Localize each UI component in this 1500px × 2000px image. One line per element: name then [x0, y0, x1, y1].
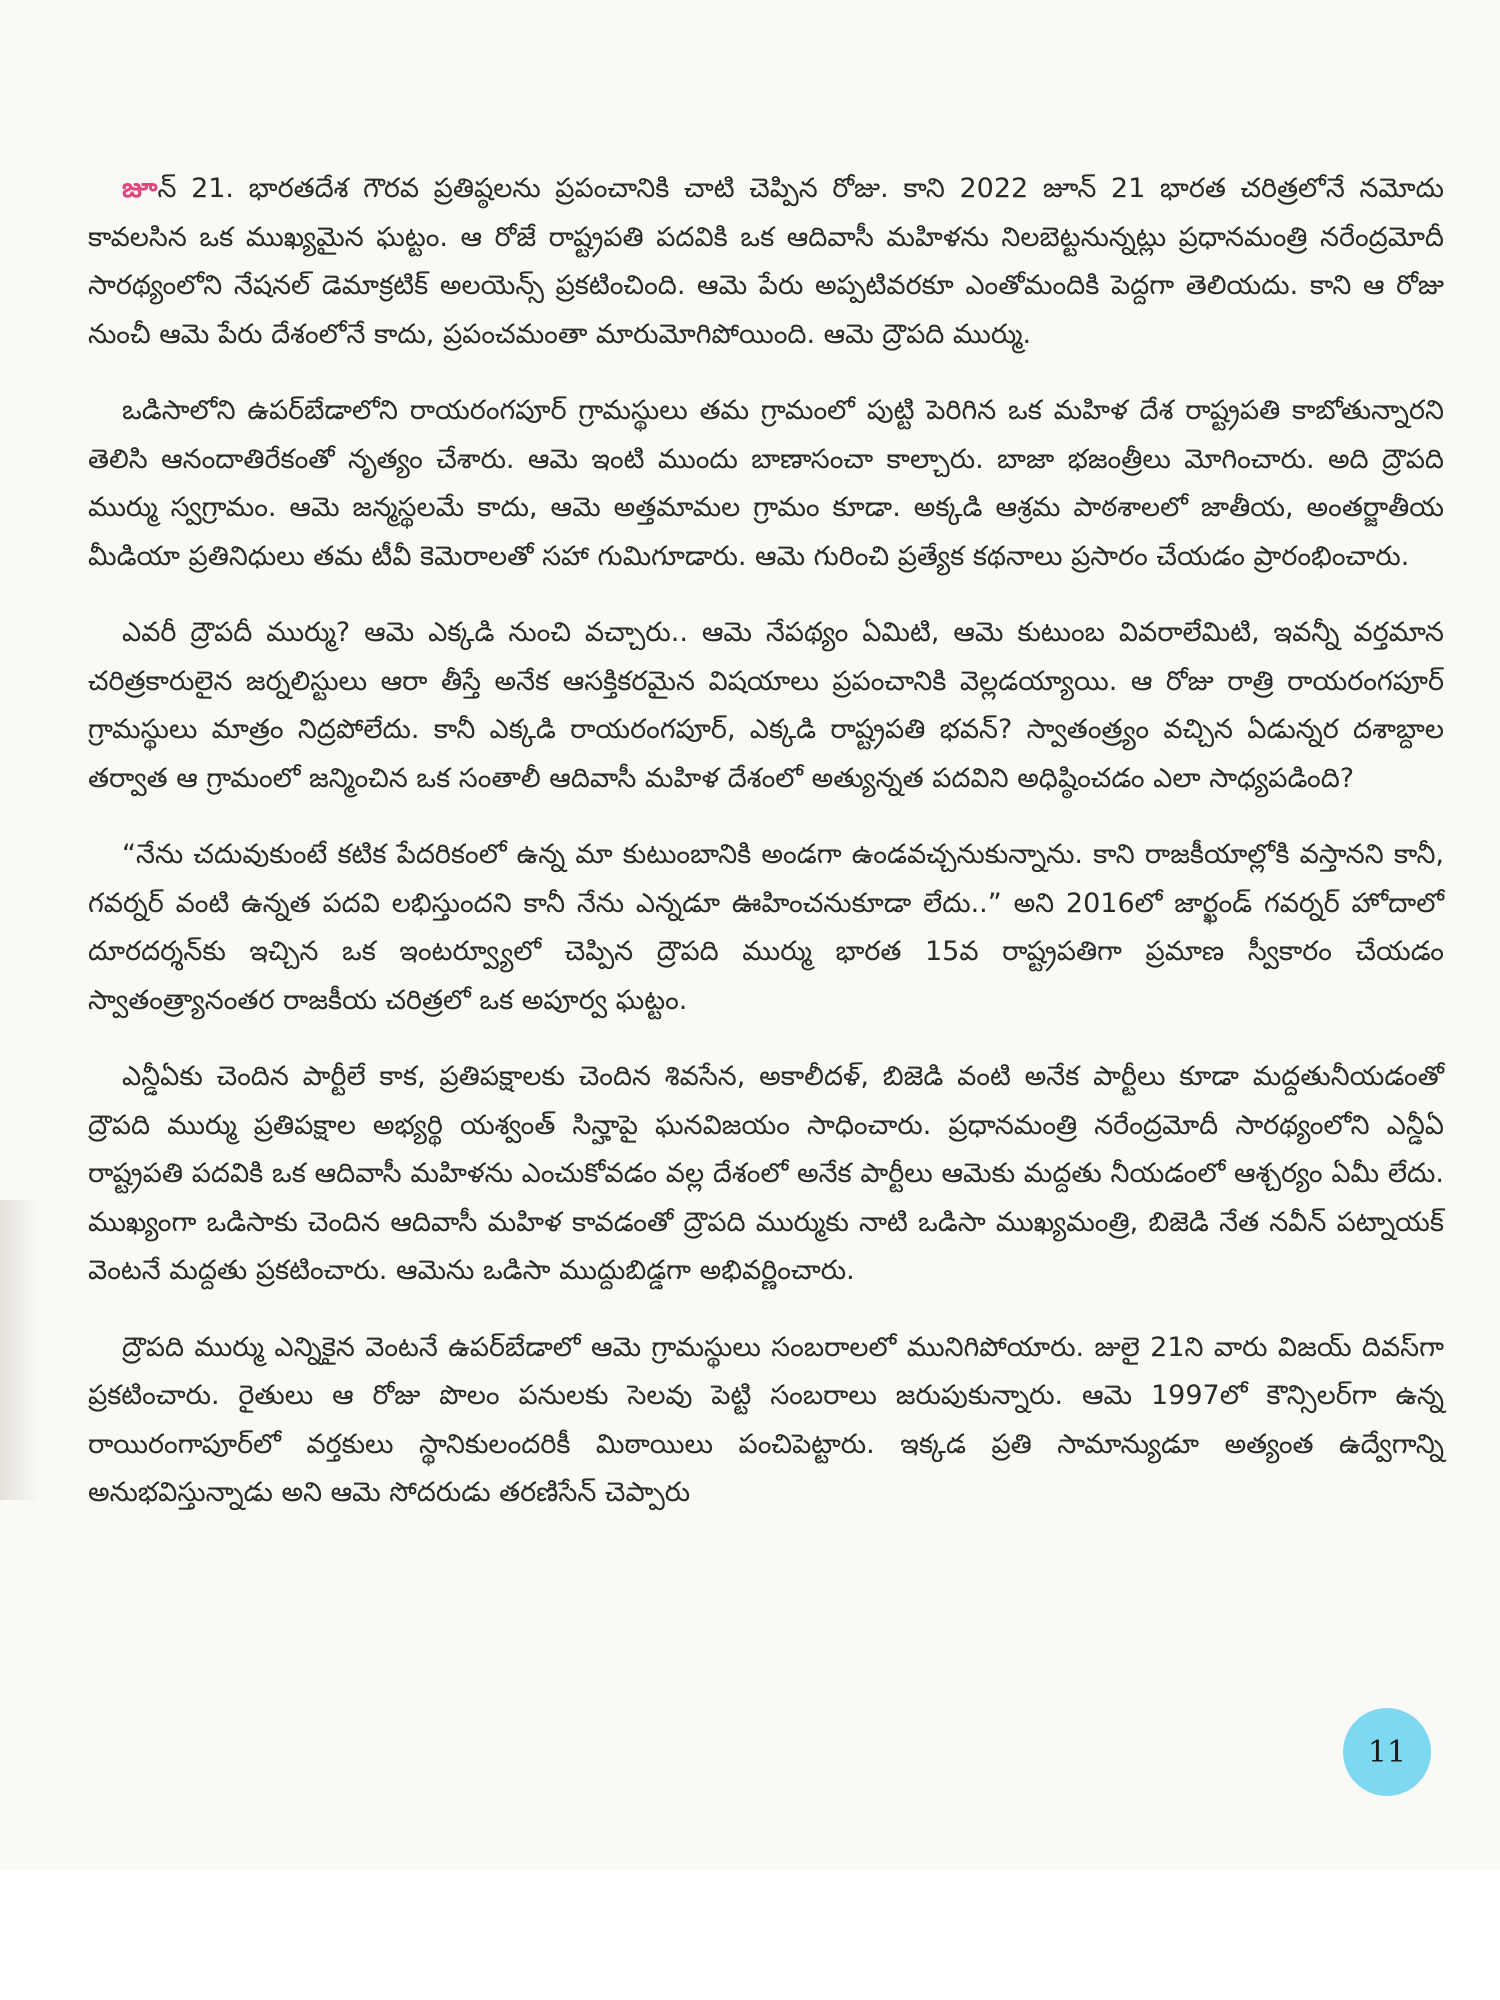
paragraph-3: ఎవరీ ద్రౌపదీ ముర్ము? ఆమె ఎక్కడి నుంచి వచ్చారు.. ఆమె నేపథ్యం ఏమిటి, ఆమె కుటుంబ వివరాలేమిటి, ఇవన్నీ వర్తమాన చరిత్రకారులైన జర్నలిస్టులు ఆరా తీస్తే అనేక ఆసక్తికరమైన విషయాలు ప్రపంచానికి వెల్లడయ్యాయి. ఆ రోజు రాత్రి రాయరంగపూర్ గ్రామస్థులు మాత్రం నిద్రపోలేదు. కానీ ఎక్కడి రాయరంగపూర్, ఎక్కడి రాష్ట్రపతి భవన్? స్వాతంత్ర్యం వచ్చిన ఏడున్నర దశాబ్దాల తర్వాత ఆ గ్రామంలో జన్మించిన ఒక సంతాలీ ఆదివాసీ మహిళ దేశంలో అత్యున్నత పదవిని అధిష్ఠించడం ఎలా సాధ్యపడింది? — [88, 617, 1444, 794]
paragraph-2: ఒడిసాలోని ఉపర్‌బేడాలోని రాయరంగపూర్ గ్రామస్థులు తమ గ్రామంలో పుట్టి పెరిగిన ఒక మహిళ దేశ రాష్ట్రపతి కాబోతున్నారని తెలిసి ఆనందాతిరేకంతో నృత్యం చేశారు. ఆమె ఇంటి ముందు బాణాసంచా కాల్చారు. బాజా భజంత్రీలు మోగించారు. అది ద్రౌపది ముర్ము స్వగ్రామం. ఆమె జన్మస్థలమే కాదు, ఆమె అత్తమామల గ్రామం కూడా. అక్కడి ఆశ్రమ పాఠశాలలో జాతీయ, అంతర్జాతీయ మీడియా ప్రతినిధులు తమ టీవీ కెమెరాలతో సహా గుమిగూడారు. ఆమె గురించి ప్రత్యేక కథనాలు ప్రసారం చేయడం ప్రారంభించారు. — [88, 395, 1444, 572]
paragraph-4: “నేను చదువుకుంటే కటిక పేదరికంలో ఉన్న మా కుటుంబానికి అండగా ఉండవచ్చనుకున్నాను. కాని రాజకీయాల్లోకి వస్తానని కానీ, గవర్నర్ వంటి ఉన్నత పదవి లభిస్తుందని కానీ నేను ఎన్నడూ ఊహించనుకూడా లేదు..” అని 2016లో జార్ఖండ్ గవర్నర్ హోదాలో దూరదర్శన్‌కు ఇచ్చిన ఒక ఇంటర్వ్యూలో చెప్పిన ద్రౌపది ముర్ము భారత 15వ రాష్ట్రపతిగా ప్రమాణ స్వీకారం చేయడం స్వాతంత్ర్యానంతర రాజకీయ చరిత్రలో ఒక అపూర్వ ఘట్టం. — [88, 839, 1444, 1016]
paragraph-1-text: న్ 21. భారతదేశ గౌరవ ప్రతిష్ఠలను ప్రపంచానికి చాటి చెప్పిన రోజు. కాని 2022 జూన్ 21 భారత చరిత్రలోనే నమోదు కావలసిన ఒక ముఖ్యమైన ఘట్టం. ఆ రోజే రాష్ట్రపతి పదవికి ఒక ఆదివాసీ మహిళను నిలబెట్టనున్నట్లు ప్రధానమంత్రి నరేంద్రమోదీ సారథ్యంలోని నేషనల్ డెమాక్రటిక్ అలయెన్స్ ప్రకటించింది. ఆమె పేరు అప్పటివరకూ ఎంతోమందికి పెద్దగా తెలియదు. కాని ఆ రోజు నుంచీ ఆమె పేరు దేశంలోనే కాదు, ప్రపంచమంతా మారుమోగిపోయింది. ఆమె ద్రౌపది ముర్ము. — [88, 173, 1444, 350]
paragraph-1 — [88, 165, 1444, 359]
page-fold-shadow — [0, 1200, 40, 1500]
page-number-badge: 11 — [1343, 1708, 1431, 1796]
paragraph-6: ద్రౌపది ముర్ము ఎన్నికైన వెంటనే ఉపర్‌బేడాలో ఆమె గ్రామస్థులు సంబరాలలో మునిగిపోయారు. జులై 21ని వారు విజయ్ దివస్‌గా ప్రకటించారు. రైతులు ఆ రోజు పొలం పనులకు సెలవు పెట్టి సంబరాలు జరుపుకున్నారు. ఆమె 1997లో కౌన్సిలర్‌గా ఉన్న రాయిరంగాపూర్‌లో వర్తకులు స్థానికులందరికీ మిఠాయిలు పంచిపెట్టారు. ఇక్కడ ప్రతి సామాన్యుడూ అత్యంత ఉద్వేగాన్ని అనుభవిస్తున్నాడు అని ఆమె సోదరుడు తరణిసేన్ చెప్పారు — [88, 1331, 1444, 1508]
drop-lead-letters: జూ — [122, 173, 158, 204]
body-text — [88, 165, 1444, 1546]
paragraph-5: ఎన్డీఏకు చెందిన పార్టీలే కాక, ప్రతిపక్షాలకు చెందిన శివసేన, అకాలీదళ్, బిజెడి వంటి అనేక పార్టీలు కూడా మద్దతునీయడంతో ద్రౌపది ముర్ము ప్రతిపక్షాల అభ్యర్థి యశ్వంత్ సిన్హాపై ఘనవిజయం సాధించారు. ప్రధానమంత్రి నరేంద్రమోదీ సారథ్యంలోని ఎన్డీఏ రాష్ట్రపతి పదవికి ఒక ఆదివాసీ మహిళను ఎంచుకోవడం వల్ల దేశంలో అనేక పార్టీలు ఆమెకు మద్దతు నీయడంలో ఆశ్చర్యం ఏమీ లేదు. ముఖ్యంగా ఒడిసాకు చెందిన ఆదివాసీ మహిళ కావడంతో ద్రౌపది ముర్ముకు నాటి ఒడిసా ముఖ్యమంత్రి, బిజెడి నేత నవీన్ పట్నాయక్ వెంటనే మద్దతు ప్రకటించారు. ఆమెను ఒడిసా ముద్దుబిడ్డగా అభివర్ణించారు. — [88, 1061, 1444, 1286]
